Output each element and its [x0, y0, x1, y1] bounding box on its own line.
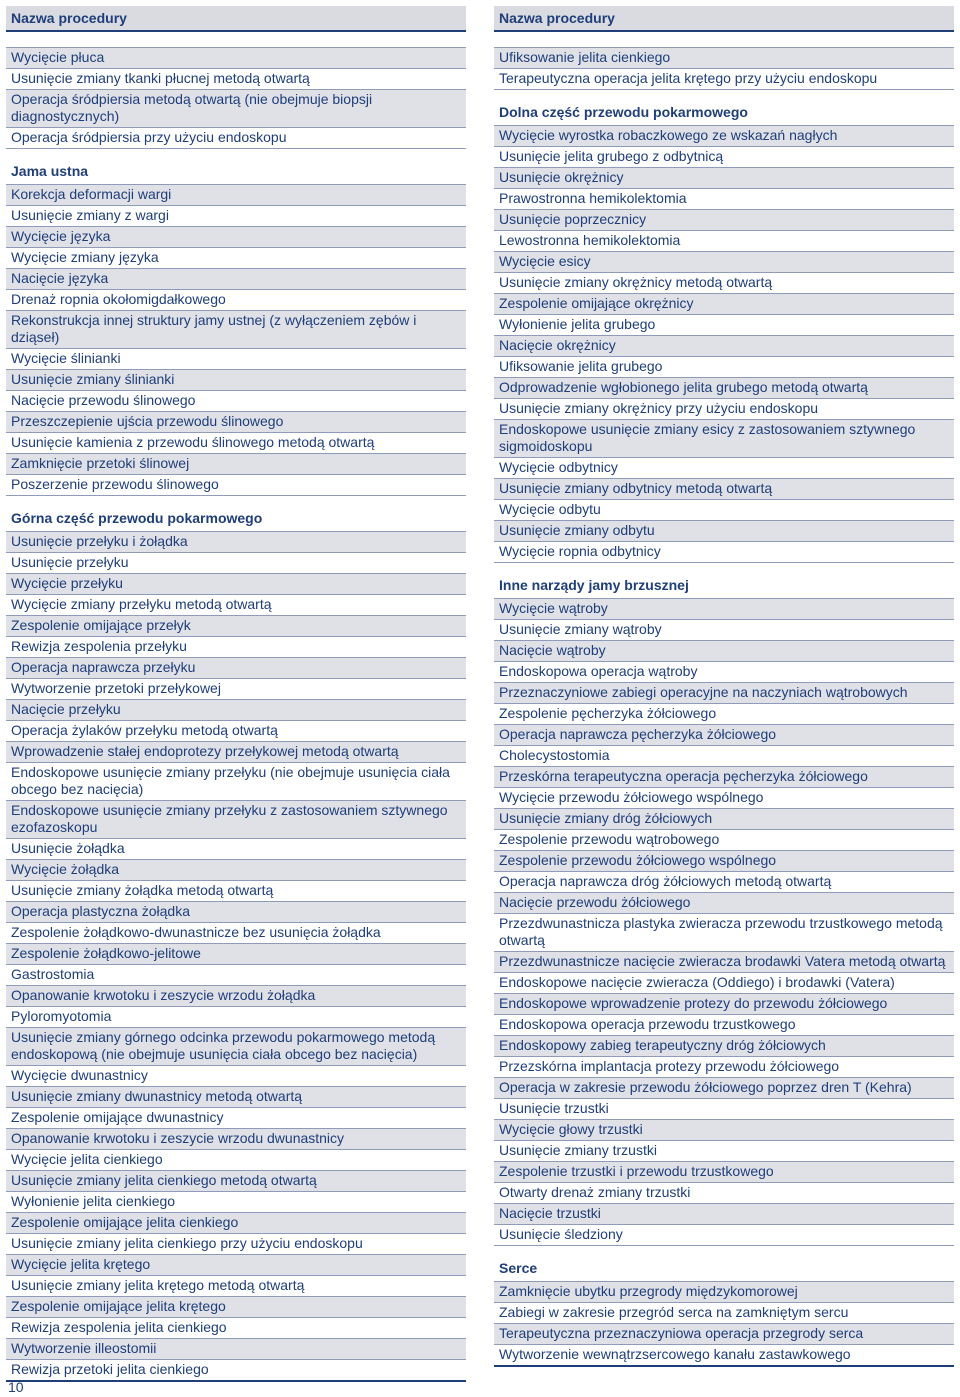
procedure-row: Zespolenie przewodu żółciowego wspólnego: [494, 851, 954, 872]
procedure-row: Zespolenie omijające jelita krętego: [6, 1297, 466, 1318]
procedure-row: Usunięcie poprzecznicy: [494, 210, 954, 231]
procedure-row: Wycięcie głowy trzustki: [494, 1120, 954, 1141]
procedure-row: Usunięcie żołądka: [6, 839, 466, 860]
procedure-row: Endoskopowa operacja wątroby: [494, 662, 954, 683]
procedure-row: Wycięcie żołądka: [6, 860, 466, 881]
procedure-row: Terapeutyczna przeznaczyniowa operacja przegrody serca: [494, 1324, 954, 1345]
procedure-row: Usunięcie jelita grubego z odbytnicą: [494, 147, 954, 168]
procedure-row: Zespolenie omijające dwunastnicy: [6, 1108, 466, 1129]
procedure-row: Wyłonienie jelita grubego: [494, 315, 954, 336]
procedure-row: Usunięcie przełyku: [6, 553, 466, 574]
procedure-row: Wycięcie esicy: [494, 252, 954, 273]
procedure-row: Wycięcie języka: [6, 227, 466, 248]
procedure-row: Rewizja przetoki jelita cienkiego: [6, 1360, 466, 1382]
procedure-row: Przeszczepienie ujścia przewodu ślinowego: [6, 412, 466, 433]
procedure-row: Przezdwunastnicze nacięcie zwieracza brodawki Vatera metodą otwartą: [494, 952, 954, 973]
procedure-row: Wycięcie dwunastnicy: [6, 1066, 466, 1087]
left-column: [6, 6, 466, 1382]
procedure-row: Endoskopowe usunięcie zmiany esicy z zastosowaniem sztywnego sigmoidoskopu: [494, 420, 954, 458]
procedure-row: Operacja plastyczna żołądka: [6, 902, 466, 923]
procedure-row: Usunięcie okrężnicy: [494, 168, 954, 189]
right-column-body: [494, 32, 954, 1367]
procedure-row: Usunięcie śledziony: [494, 1225, 954, 1246]
procedure-row: Wycięcie wyrostka robaczkowego ze wskazań nagłych: [494, 126, 954, 147]
procedure-row: Usunięcie zmiany jelita cienkiego przy użyciu endoskopu: [6, 1234, 466, 1255]
procedure-row: Usunięcie zmiany jelita cienkiego metodą otwartą: [6, 1171, 466, 1192]
procedure-row: Operacja żylaków przełyku metodą otwartą: [6, 721, 466, 742]
procedure-row: Zespolenie omijające okrężnicy: [494, 294, 954, 315]
procedure-row: Zamknięcie ubytku przegrody międzykomorowej: [494, 1282, 954, 1303]
procedure-row: Odprowadzenie wgłobionego jelita grubego metodą otwartą: [494, 378, 954, 399]
procedure-row: Cholecystostomia: [494, 746, 954, 767]
procedure-row: Wycięcie płuca: [6, 48, 466, 69]
procedure-row: Zespolenie żołądkowo-dwunastnicze bez usunięcia żołądka: [6, 923, 466, 944]
procedure-row: Wycięcie wątroby: [494, 599, 954, 620]
procedure-row: Usunięcie zmiany z wargi: [6, 206, 466, 227]
procedure-row: Nacięcie języka: [6, 269, 466, 290]
procedure-row: Przeznaczyniowe zabiegi operacyjne na naczyniach wątrobowych: [494, 683, 954, 704]
header-spacer: [494, 32, 954, 48]
procedure-row: Przezdwunastnicza plastyka zwieracza przewodu trzustkowego metodą otwartą: [494, 914, 954, 952]
procedure-row: Wycięcie odbytu: [494, 500, 954, 521]
procedure-row: Zespolenie omijające jelita cienkiego: [6, 1213, 466, 1234]
procedure-row: Usunięcie zmiany jelita krętego metodą otwartą: [6, 1276, 466, 1297]
procedure-row: Opanowanie krwotoku i zeszycie wrzodu żołądka: [6, 986, 466, 1007]
procedure-row: Wycięcie jelita cienkiego: [6, 1150, 466, 1171]
procedure-row: Operacja śródpiersia przy użyciu endoskopu: [6, 128, 466, 149]
right-column-header: Nazwa procedury: [494, 6, 954, 32]
procedure-row: Poszerzenie przewodu ślinowego: [6, 475, 466, 496]
procedure-row: Nacięcie przełyku: [6, 700, 466, 721]
procedure-row: Ufiksowanie jelita grubego: [494, 357, 954, 378]
procedure-row: Drenaż ropnia okołomigdałkowego: [6, 290, 466, 311]
procedure-row: Zespolenie przewodu wątrobowego: [494, 830, 954, 851]
procedure-row: Wycięcie odbytnicy: [494, 458, 954, 479]
procedure-row: Zamknięcie przetoki ślinowej: [6, 454, 466, 475]
procedure-row: Wycięcie ropnia odbytnicy: [494, 542, 954, 563]
procedure-row: Rewizja zespolenia jelita cienkiego: [6, 1318, 466, 1339]
procedure-row: Gastrostomia: [6, 965, 466, 986]
procedure-row: Lewostronna hemikolektomia: [494, 231, 954, 252]
procedure-row: Przezskórna implantacja protezy przewodu żółciowego: [494, 1057, 954, 1078]
procedure-row: Nacięcie przewodu żółciowego: [494, 893, 954, 914]
left-column-body: [6, 32, 466, 1382]
procedure-row: Endoskopowe wprowadzenie protezy do przewodu żółciowego: [494, 994, 954, 1015]
procedure-row: Endoskopowy zabieg terapeutyczny dróg żółciowych: [494, 1036, 954, 1057]
procedure-row: Usunięcie zmiany odbytu: [494, 521, 954, 542]
procedure-row: Wytworzenie wewnątrzsercowego kanału zastawkowego: [494, 1345, 954, 1367]
procedure-row: Usunięcie zmiany odbytnicy metodą otwartą: [494, 479, 954, 500]
procedure-row: Nacięcie wątroby: [494, 641, 954, 662]
procedure-row: Zespolenie omijające przełyk: [6, 616, 466, 637]
procedure-row: Operacja naprawcza dróg żółciowych metodą otwartą: [494, 872, 954, 893]
procedure-row: Usunięcie zmiany trzustki: [494, 1141, 954, 1162]
procedure-row: Przeskórna terapeutyczna operacja pęcherzyka żółciowego: [494, 767, 954, 788]
procedure-row: Operacja śródpiersia metodą otwartą (nie obejmuje biopsji diagnostycznych): [6, 90, 466, 128]
section-heading: Inne narządy jamy brzusznej: [494, 563, 954, 599]
procedure-row: Usunięcie zmiany okrężnicy przy użyciu endoskopu: [494, 399, 954, 420]
procedure-row: Usunięcie trzustki: [494, 1099, 954, 1120]
page-number: 10: [8, 1379, 24, 1395]
procedure-row: Pyloromyotomia: [6, 1007, 466, 1028]
procedure-row: Zabiegi w zakresie przegród serca na zamkniętym sercu: [494, 1303, 954, 1324]
procedure-row: Nacięcie przewodu ślinowego: [6, 391, 466, 412]
procedure-row: Wycięcie przewodu żółciowego wspólnego: [494, 788, 954, 809]
procedure-row: Nacięcie trzustki: [494, 1204, 954, 1225]
procedure-row: Wycięcie ślinianki: [6, 349, 466, 370]
section-heading: Górna część przewodu pokarmowego: [6, 496, 466, 532]
section-heading: Dolna część przewodu pokarmowego: [494, 90, 954, 126]
procedure-row: Usunięcie zmiany tkanki płucnej metodą otwartą: [6, 69, 466, 90]
procedure-row: Endoskopowe usunięcie zmiany przełyku z zastosowaniem sztywnego ezofazoskopu: [6, 801, 466, 839]
procedure-row: Wycięcie zmiany języka: [6, 248, 466, 269]
procedure-row: Zespolenie trzustki i przewodu trzustkowego: [494, 1162, 954, 1183]
procedure-row: Opanowanie krwotoku i zeszycie wrzodu dwunastnicy: [6, 1129, 466, 1150]
procedure-row: Nacięcie okrężnicy: [494, 336, 954, 357]
procedure-row: Otwarty drenaż zmiany trzustki: [494, 1183, 954, 1204]
procedure-row: Prawostronna hemikolektomia: [494, 189, 954, 210]
procedure-row: Usunięcie kamienia z przewodu ślinowego metodą otwartą: [6, 433, 466, 454]
procedure-row: Rewizja zespolenia przełyku: [6, 637, 466, 658]
right-column: [494, 6, 954, 1367]
procedure-row: Wytworzenie przetoki przełykowej: [6, 679, 466, 700]
procedure-row: Operacja naprawcza przełyku: [6, 658, 466, 679]
procedure-row: Rekonstrukcja innej struktury jamy ustnej (z wyłączeniem zębów i dziąseł): [6, 311, 466, 349]
section-heading: Jama ustna: [6, 149, 466, 185]
procedure-row: Zespolenie żołądkowo-jelitowe: [6, 944, 466, 965]
procedure-row: Wyłonienie jelita cienkiego: [6, 1192, 466, 1213]
procedure-row: Usunięcie zmiany ślinianki: [6, 370, 466, 391]
procedure-row: Operacja naprawcza pęcherzyka żółciowego: [494, 725, 954, 746]
procedure-row: Operacja w zakresie przewodu żółciowego poprzez dren T (Kehra): [494, 1078, 954, 1099]
procedure-row: Usunięcie zmiany dwunastnicy metodą otwartą: [6, 1087, 466, 1108]
procedure-row: Wytworzenie illeostomii: [6, 1339, 466, 1360]
procedure-row: Usunięcie zmiany górnego odcinka przewodu pokarmowego metodą endoskopową (nie obejmuje usunięcia ciała obcego bez nacięcia): [6, 1028, 466, 1066]
procedure-row: Wycięcie zmiany przełyku metodą otwartą: [6, 595, 466, 616]
procedure-row: Usunięcie zmiany okrężnicy metodą otwartą: [494, 273, 954, 294]
header-spacer: [6, 32, 466, 48]
procedure-row: Ufiksowanie jelita cienkiego: [494, 48, 954, 69]
procedure-row: Zespolenie pęcherzyka żółciowego: [494, 704, 954, 725]
left-column-header: Nazwa procedury: [6, 6, 466, 32]
procedure-row: Terapeutyczna operacja jelita krętego przy użyciu endoskopu: [494, 69, 954, 90]
procedure-row: Korekcja deformacji wargi: [6, 185, 466, 206]
procedure-row: Endoskopowe usunięcie zmiany przełyku (nie obejmuje usunięcia ciała obcego bez nacięcia): [6, 763, 466, 801]
procedure-row: Endoskopowa operacja przewodu trzustkowego: [494, 1015, 954, 1036]
procedure-row: Wycięcie jelita krętego: [6, 1255, 466, 1276]
procedure-row: Usunięcie zmiany dróg żółciowych: [494, 809, 954, 830]
procedure-row: Endoskopowe nacięcie zwieracza (Oddiego) i brodawki (Vatera): [494, 973, 954, 994]
procedure-row: Usunięcie zmiany żołądka metodą otwartą: [6, 881, 466, 902]
section-heading: Serce: [494, 1246, 954, 1282]
procedure-row: Usunięcie zmiany wątroby: [494, 620, 954, 641]
procedure-row: Usunięcie przełyku i żołądka: [6, 532, 466, 553]
procedure-row: Wprowadzenie stałej endoprotezy przełykowej metodą otwartą: [6, 742, 466, 763]
procedure-row: Wycięcie przełyku: [6, 574, 466, 595]
